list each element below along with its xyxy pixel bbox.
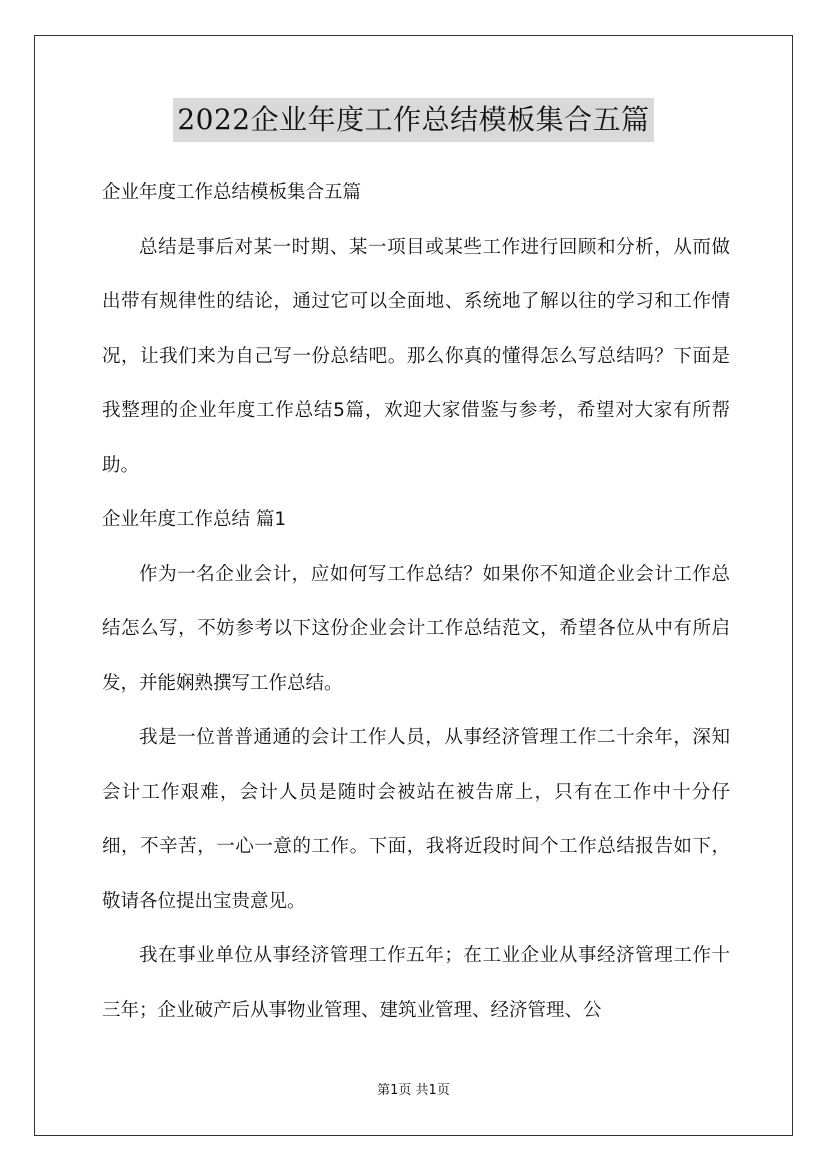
document-body (102, 166, 730, 1038)
title-container (0, 98, 827, 142)
page-footer: 第1页 共1页 (377, 1083, 450, 1098)
body-paragraph: 我是一位普普通通的会计工作人员，从事经济管理工作二十余年，深知会计工作艰难，会计人员是随时会被站在被告席上，只有在工作中十分仔细，不辛苦，一心一意的工作。下面，我将近段时间个工作总结报告如下，敬请各位提出宝贵意见。 (102, 727, 730, 912)
section-heading: 企业年度工作总结 篇1 (102, 509, 287, 530)
intro-paragraph: 总结是事后对某一时期、某一项目或某些工作进行回顾和分析，从而做出带有规律性的结论，通过它可以全面地、系统地了解以往的学习和工作情况，让我们来为自己写一份总结吧。那么你真的懂得怎么写总结吗？下面是我整理的企业年度工作总结5篇，欢迎大家借鉴与参考，希望对大家有所帮助。 (102, 236, 730, 476)
body-paragraph: 我在事业单位从事经济管理工作五年；在工业企业从事经济管理工作十三年；企业破产后从事物业管理、建筑业管理、经济管理、公 (102, 945, 730, 1021)
document-title: 2022企业年度工作总结模板集合五篇 (173, 98, 653, 142)
body-paragraph: 作为一名企业会计，应如何写工作总结？如果你不知道企业会计工作总结怎么写，不妨参考以下这份企业会计工作总结范文，希望各位从中有所启发，并能娴熟撰写工作总结。 (102, 563, 730, 694)
subtitle-paragraph: 企业年度工作总结模板集合五篇 (102, 182, 362, 203)
